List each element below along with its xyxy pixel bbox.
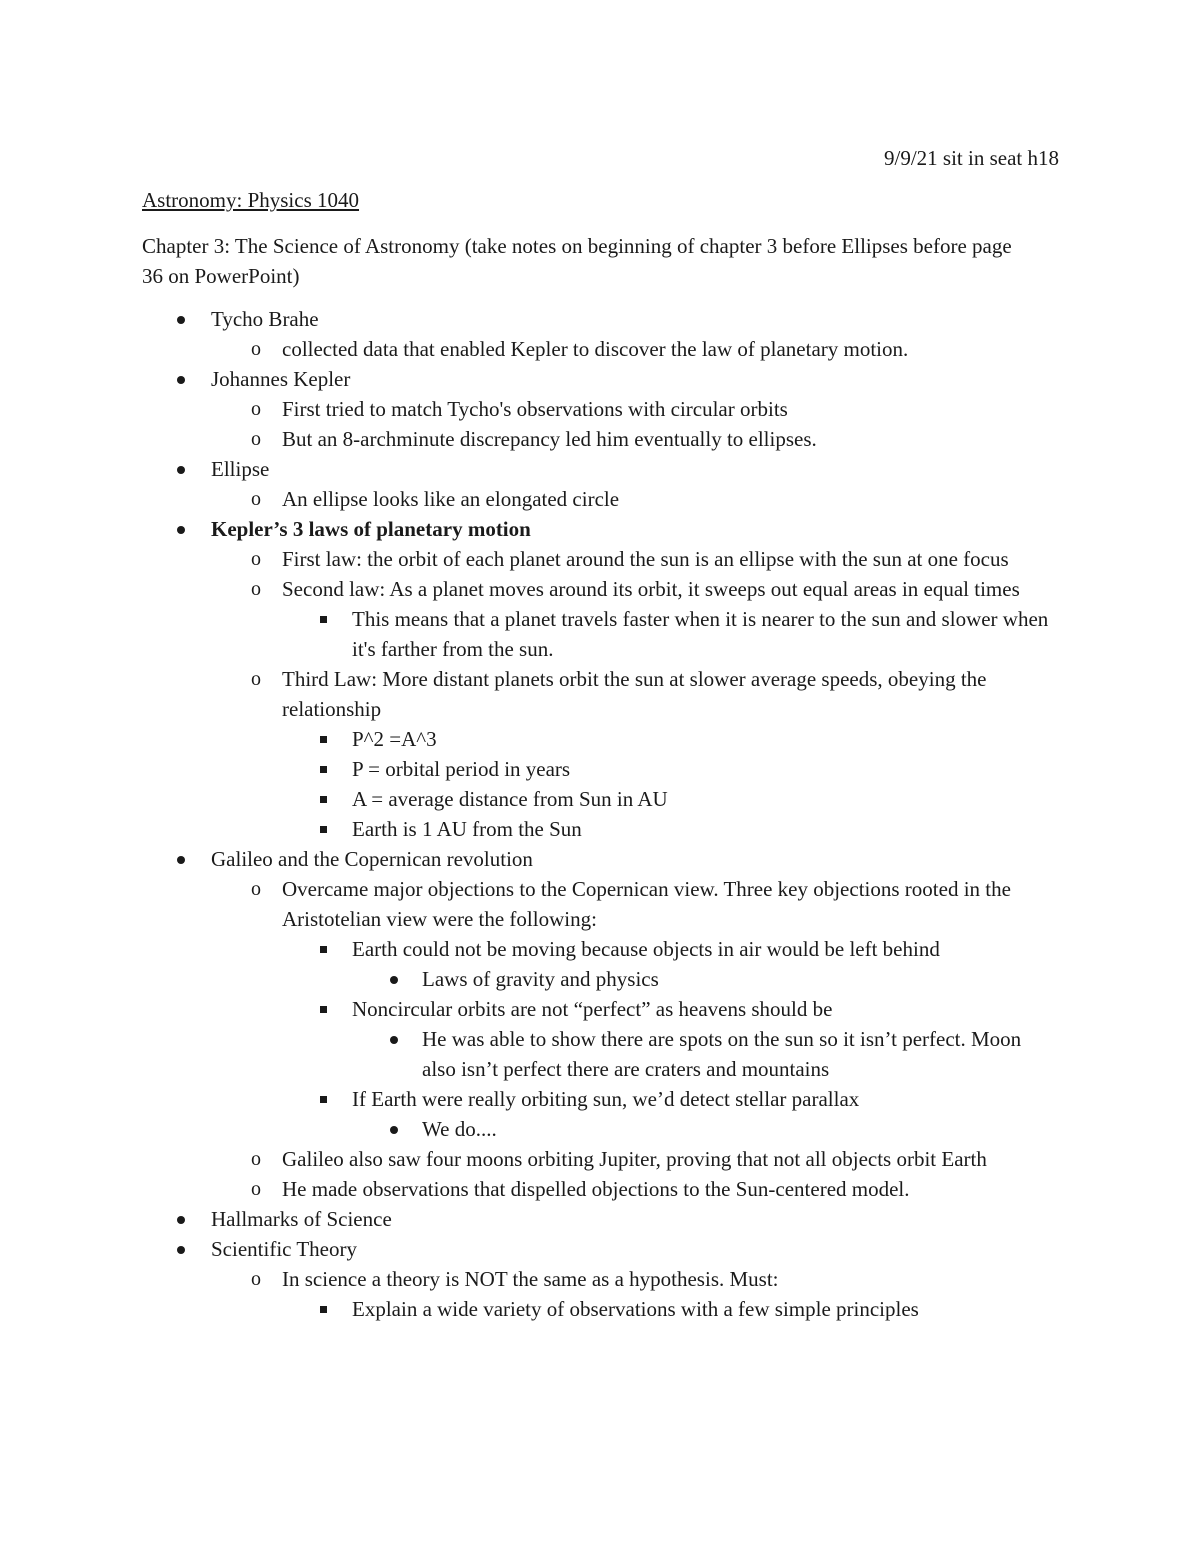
outline-item-text: Johannes Kepler xyxy=(211,367,351,391)
outline-item-text: Noncircular orbits are not “perfect” as heavens should be xyxy=(352,997,833,1021)
date-note: 9/9/21 sit in seat h18 xyxy=(884,146,1059,170)
outline-item xyxy=(0,964,1200,994)
square-bullet-icon xyxy=(313,604,333,634)
outline-item xyxy=(0,844,1200,874)
outline-item-text: P = orbital period in years xyxy=(352,757,571,781)
round-bullet-icon xyxy=(171,844,191,874)
outline-item-text: Tycho Brahe xyxy=(211,307,319,331)
outline-item-text: Earth is 1 AU from the Sun xyxy=(352,817,582,841)
round-bullet-icon xyxy=(171,364,191,394)
outline-item-text: Hallmarks of Science xyxy=(211,1207,392,1231)
outline-item xyxy=(0,1144,1200,1174)
outline-item xyxy=(0,934,1200,964)
square-bullet-icon xyxy=(313,994,333,1024)
outline-item xyxy=(0,484,1200,514)
outline-item xyxy=(0,814,1200,844)
round-bullet-icon xyxy=(384,1114,404,1144)
circle-bullet-icon: o xyxy=(251,878,261,900)
outline-item xyxy=(0,574,1200,604)
circle-bullet-icon: o xyxy=(251,398,261,420)
circle-bullet-icon: o xyxy=(251,428,261,450)
outline-item xyxy=(0,424,1200,454)
outline-item xyxy=(0,514,1200,544)
outline-item-text: In science a theory is NOT the same as a hypothesis. Must: xyxy=(282,1267,779,1291)
circle-bullet-icon: o xyxy=(251,488,261,510)
round-bullet-icon xyxy=(171,1204,191,1234)
outline-item-text: Galileo and the Copernican revolution xyxy=(211,847,533,871)
chapter-intro: Chapter 3: The Science of Astronomy (take notes on beginning of chapter 3 before Ellipses before page 36 on PowerPoint) xyxy=(142,234,1012,288)
outline-item-text: Kepler’s 3 laws of planetary motion xyxy=(211,517,531,541)
outline-item-text: Laws of gravity and physics xyxy=(422,967,659,991)
circle-bullet-icon: o xyxy=(251,338,261,360)
circle-bullet-icon: o xyxy=(251,1268,261,1290)
outline-item xyxy=(0,724,1200,754)
outline-item-text: Earth could not be moving because objects in air would be left behind xyxy=(352,937,940,961)
outline-item-text: This means that a planet travels faster when it is nearer to the sun and slower when it's farther from the sun. xyxy=(352,607,1049,661)
outline-item xyxy=(0,1264,1200,1294)
circle-bullet-icon: o xyxy=(251,668,261,690)
outline-item xyxy=(0,604,1200,664)
outline-item xyxy=(0,874,1200,934)
square-bullet-icon xyxy=(313,1294,333,1324)
outline-item-text: First tried to match Tycho's observations with circular orbits xyxy=(282,397,788,421)
outline-item-text: We do.... xyxy=(422,1117,497,1141)
outline-item-text: Scientific Theory xyxy=(211,1237,357,1261)
square-bullet-icon xyxy=(313,724,333,754)
notes-outline xyxy=(0,304,1200,1324)
square-bullet-icon xyxy=(313,754,333,784)
outline-item xyxy=(0,994,1200,1024)
outline-item xyxy=(0,1084,1200,1114)
circle-bullet-icon: o xyxy=(251,1148,261,1170)
circle-bullet-icon: o xyxy=(251,1178,261,1200)
course-title: Astronomy: Physics 1040 xyxy=(142,188,360,212)
outline-item-text: Galileo also saw four moons orbiting Jupiter, proving that not all objects orbit Earth xyxy=(282,1147,987,1171)
outline-item xyxy=(0,1114,1200,1144)
outline-item-text: If Earth were really orbiting sun, we’d detect stellar parallax xyxy=(352,1087,860,1111)
round-bullet-icon xyxy=(171,514,191,544)
outline-item xyxy=(0,544,1200,574)
outline-item-text: Explain a wide variety of observations with a few simple principles xyxy=(352,1297,919,1321)
outline-item-text: Ellipse xyxy=(211,457,270,481)
outline-item xyxy=(0,364,1200,394)
square-bullet-icon xyxy=(313,934,333,964)
outline-item-text: He was able to show there are spots on the sun so it isn’t perfect. Moon also isn’t perfect there are craters and mountains xyxy=(422,1027,1022,1081)
square-bullet-icon xyxy=(313,784,333,814)
round-bullet-icon xyxy=(384,964,404,994)
round-bullet-icon xyxy=(171,454,191,484)
outline-item xyxy=(0,754,1200,784)
outline-item-text: P^2 =A^3 xyxy=(352,727,437,751)
square-bullet-icon xyxy=(313,814,333,844)
circle-bullet-icon: o xyxy=(251,548,261,570)
outline-item xyxy=(0,1204,1200,1234)
outline-item xyxy=(0,334,1200,364)
outline-item xyxy=(0,394,1200,424)
outline-item xyxy=(0,1294,1200,1324)
outline-item-text: But an 8-archminute discrepancy led him eventually to ellipses. xyxy=(282,427,817,451)
outline-item-text: He made observations that dispelled objections to the Sun-centered model. xyxy=(282,1177,910,1201)
round-bullet-icon xyxy=(384,1024,404,1054)
outline-item xyxy=(0,664,1200,724)
square-bullet-icon xyxy=(313,1084,333,1114)
outline-item-text: Second law: As a planet moves around its orbit, it sweeps out equal areas in equal times xyxy=(282,577,1020,601)
circle-bullet-icon: o xyxy=(251,578,261,600)
outline-item xyxy=(0,1174,1200,1204)
outline-item xyxy=(0,1024,1200,1084)
outline-item-text: collected data that enabled Kepler to discover the law of planetary motion. xyxy=(282,337,909,361)
outline-item-text: An ellipse looks like an elongated circle xyxy=(282,487,620,511)
round-bullet-icon xyxy=(171,304,191,334)
outline-item xyxy=(0,304,1200,334)
outline-item xyxy=(0,454,1200,484)
outline-item-text: Overcame major objections to the Copernican view. Three key objections rooted in the Aristotelian view were the following: xyxy=(282,877,1011,931)
outline-item-text: Third Law: More distant planets orbit the sun at slower average speeds, obeying the relationship xyxy=(282,667,987,721)
outline-item xyxy=(0,1234,1200,1264)
round-bullet-icon xyxy=(171,1234,191,1264)
outline-item-text: First law: the orbit of each planet around the sun is an ellipse with the sun at one focus xyxy=(282,547,1009,571)
outline-item-text: A = average distance from Sun in AU xyxy=(352,787,668,811)
outline-item xyxy=(0,784,1200,814)
